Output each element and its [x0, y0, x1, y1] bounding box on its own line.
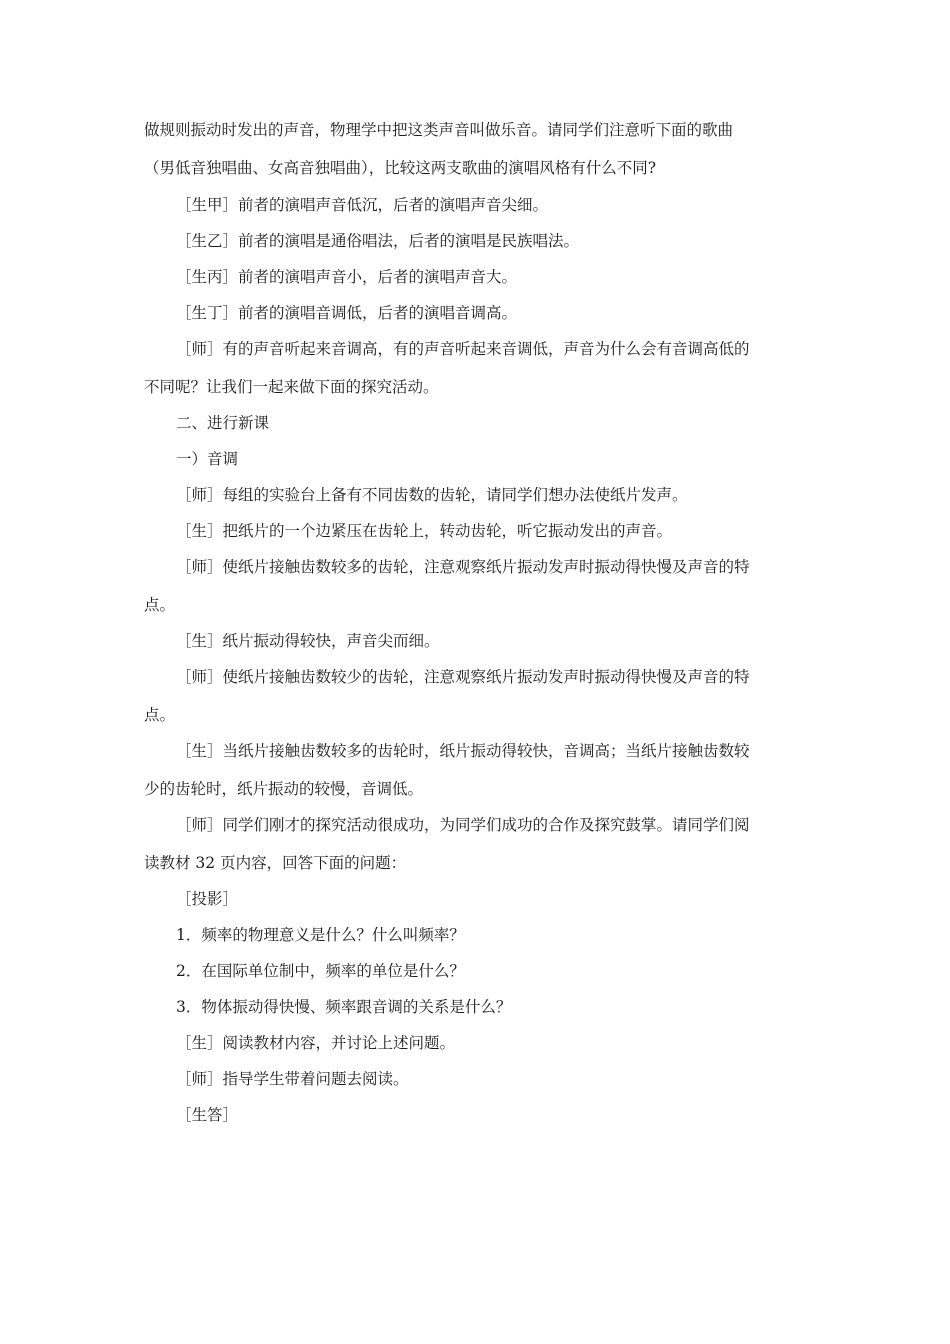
dialogue-line: ［师］每组的实验台上备有不同齿数的齿轮，请同学们想办法使纸片发声。 — [176, 486, 688, 504]
paragraph-line: 读教材 32 页内容，回答下面的问题： — [144, 854, 407, 872]
dialogue-line: ［生甲］前者的演唱声音低沉，后者的演唱声音尖细。 — [176, 196, 549, 214]
dialogue-line: ［生答］ — [176, 1106, 239, 1124]
dialogue-line: ［生］当纸片接触齿数较多的齿轮时，纸片振动得较快，音调高；当纸片接触齿数较 — [176, 742, 750, 760]
paragraph-line: （男低音独唱曲、女高音独唱曲），比较这两支歌曲的演唱风格有什么不同? — [144, 159, 657, 177]
dialogue-line: ［师］使纸片接触齿数较多的齿轮，注意观察纸片振动发声时振动得快慢及声音的特 — [176, 558, 750, 576]
dialogue-line: ［师］使纸片接触齿数较少的齿轮，注意观察纸片振动发声时振动得快慢及声音的特 — [176, 668, 750, 686]
dialogue-line: ［生丁］前者的演唱音调低，后者的演唱音调高。 — [176, 304, 518, 322]
dialogue-line: ［师］同学们刚才的探究活动很成功，为同学们成功的合作及探究鼓掌。请同学们阅 — [176, 816, 750, 834]
paragraph-line: 不同呢？让我们一起来做下面的探究活动。 — [144, 378, 439, 396]
paragraph-line: 做规则振动时发出的声音，物理学中把这类声音叫做乐音。请同学们注意听下面的歌曲 — [144, 121, 734, 139]
dialogue-line: ［生］阅读教材内容，并讨论上述问题。 — [176, 1034, 456, 1052]
question-item: 3．物体振动得快慢、频率跟音调的关系是什么？ — [176, 998, 512, 1016]
dialogue-line: ［生］把纸片的一个边紧压在齿轮上，转动齿轮，听它振动发出的声音。 — [176, 522, 673, 540]
subsection-heading: 一）音调 — [176, 450, 239, 468]
question-item: 1．频率的物理意义是什么？什么叫频率？ — [176, 926, 465, 944]
paragraph-line: 点。 — [144, 596, 176, 614]
section-heading: 二、进行新课 — [176, 414, 270, 432]
paragraph-line: 点。 — [144, 706, 176, 724]
question-item: 2．在国际单位制中，频率的单位是什么？ — [176, 962, 465, 980]
document-body — [144, 120, 804, 1141]
projection-label: ［投影］ — [176, 890, 239, 908]
dialogue-line: ［生］纸片振动得较快，声音尖而细。 — [176, 632, 440, 650]
dialogue-line: ［师］有的声音听起来音调高，有的声音听起来音调低，声音为什么会有音调高低的 — [176, 340, 750, 358]
dialogue-line: ［师］指导学生带着问题去阅读。 — [176, 1070, 409, 1088]
paragraph-line: 少的齿轮时，纸片振动的较慢，音调低。 — [144, 780, 424, 798]
dialogue-line: ［生丙］前者的演唱声音小，后者的演唱声音大。 — [176, 268, 518, 286]
dialogue-line: ［生乙］前者的演唱是通俗唱法，后者的演唱是民族唱法。 — [176, 232, 580, 250]
